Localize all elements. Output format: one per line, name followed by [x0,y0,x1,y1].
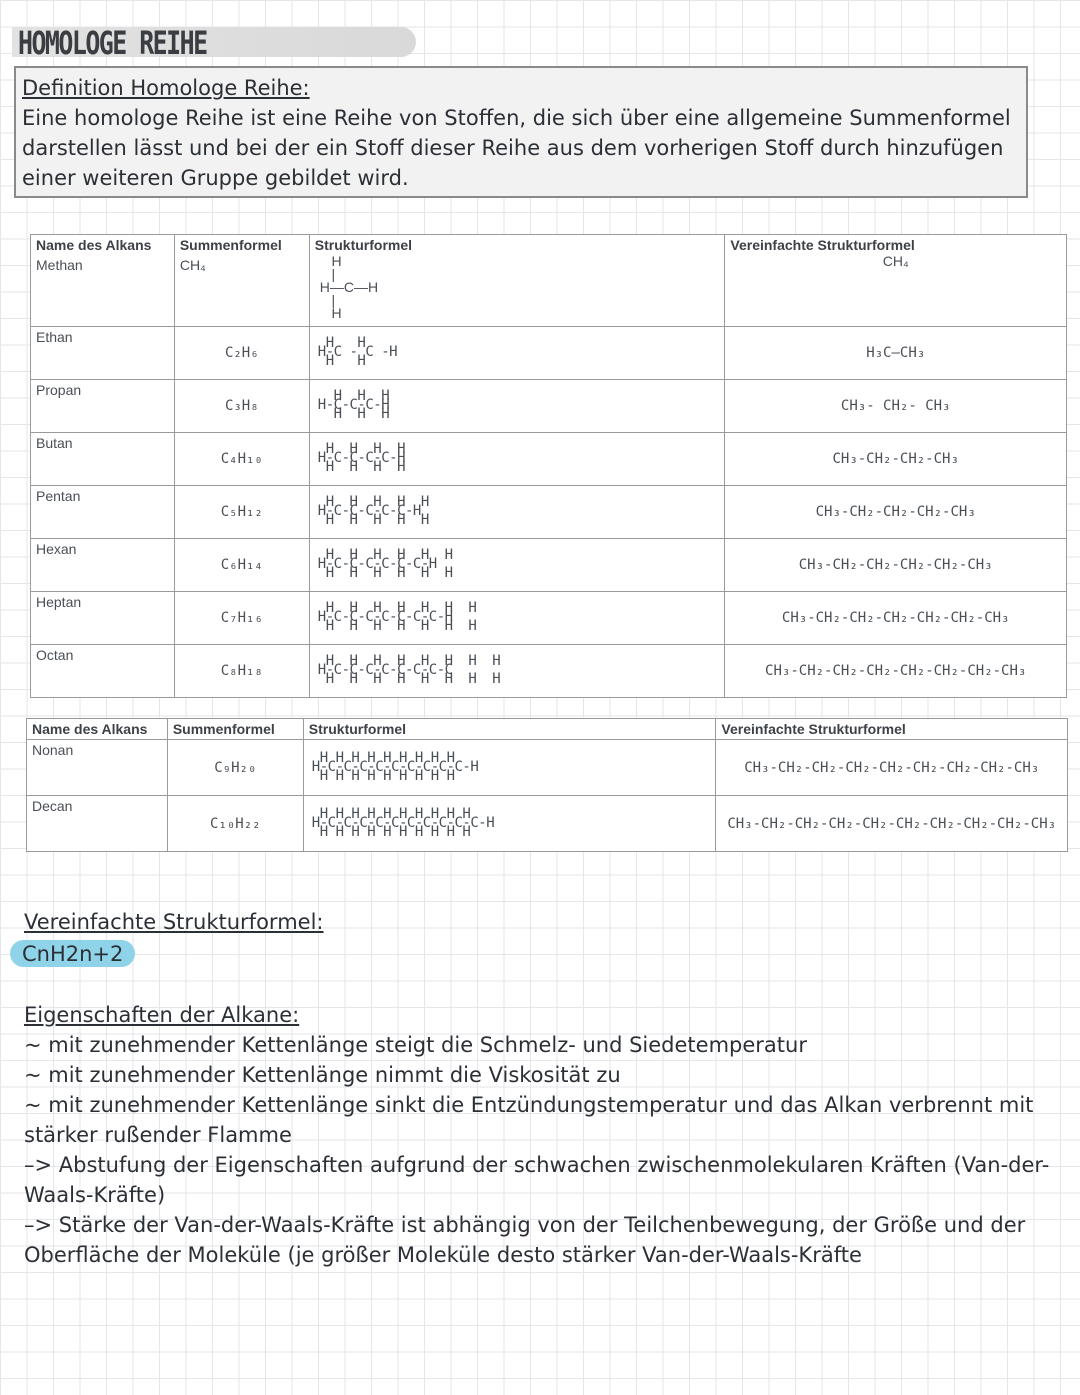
alkane-name: Methan [31,255,175,326]
property-line: ~ mit zunehmender Kettenlänge steigt die Schmelz- und Siedetemperatur [24,1033,807,1057]
alkane-sum-formula: C₉H₂₀ [167,740,303,796]
header-name: Name des Alkans [27,719,168,740]
alkane-name: Propan [31,379,175,432]
general-formula: CnH2n+2 [10,940,135,967]
alkane-simple-formula: CH₃-CH₂-CH₂-CH₂-CH₃ [725,485,1067,538]
alkane-struct-formula: H H H H H H-C-C-C-C-C-H H H H H H [309,485,725,538]
alkane-sum-formula: C₁₀H₂₂ [167,796,303,852]
table-row [31,255,1067,326]
alkane-simple-formula: CH₃- CH₂- CH₃ [725,379,1067,432]
alkane-name: Heptan [31,591,175,644]
alkane-name: Pentan [31,485,175,538]
alkane-struct-formula: H H H H H H H H H H-C-C-C-C-C-C-C-C-C-H H H H H H H H H H [303,740,716,796]
alkane-name: Decan [27,796,168,852]
alkane-name: Octan [31,644,175,697]
table-header-row [27,719,1068,740]
property-line: ~ mit zunehmender Kettenlänge nimmt die Viskosität zu [24,1063,621,1087]
alkane-sum-formula: C₆H₁₄ [174,538,309,591]
alkane-struct-formula: H H H H-C-C-C-H H H H [309,379,725,432]
table-row [31,591,1067,644]
header-name: Name des Alkans [31,235,175,256]
alkane-struct-formula: H H H H H-C-C-C-C-H H H H H [309,432,725,485]
alkane-sum-formula: C₇H₁₆ [174,591,309,644]
alkane-struct-formula: H H H-C - C -H H H [309,326,725,379]
header-struct: Strukturformel [309,235,725,256]
alkane-simple-formula: H₃C—CH₃ [725,326,1067,379]
alkane-sum-formula: C₂H₆ [174,326,309,379]
properties-heading: Eigenschaften der Alkane: [24,1003,300,1027]
table-header-row [31,235,1067,256]
table-row [31,379,1067,432]
simplified-formula-label: Vereinfachte Strukturformel: [24,910,324,934]
alkane-simple-formula: CH₃-CH₂-CH₂-CH₂-CH₂-CH₂-CH₃ [725,591,1067,644]
properties-section [24,1000,1064,1270]
table-row [31,326,1067,379]
definition-heading: Definition Homologe Reihe: [22,76,310,100]
alkane-sum-formula: C₄H₁₀ [174,432,309,485]
table-row [31,432,1067,485]
table-row [31,538,1067,591]
alkane-name: Hexan [31,538,175,591]
alkane-sum-formula: C₅H₁₂ [174,485,309,538]
alkane-sum-formula: C₈H₁₈ [174,644,309,697]
header-struct: Strukturformel [303,719,716,740]
alkane-struct-formula: H H H H H H H-C-C-C-C-C-C-H H H H H H H [309,538,725,591]
alkane-struct-formula: H H H H H H H H H-C-C-C-C-C-C-C-C H H H H H H H H [309,644,725,697]
alkane-name: Nonan [27,740,168,796]
header-simple: Vereinfachte Strukturformel [725,235,1067,256]
alkane-struct-formula: H | H—C—H | H [309,255,725,326]
alkane-struct-formula: H H H H H H H H H H H-C-C-C-C-C-C-C-C-C-C-H H H H H H H H H H H [303,796,716,852]
table-row [27,796,1068,852]
alkane-table [30,234,1067,698]
alkane-table-2-body [27,719,1068,852]
header-sum: Summenformel [167,719,303,740]
property-line: ~ mit zunehmender Kettenlänge sinkt die Entzündungstemperatur und das Alkan verbrennt mit stärker rußender Flamme [24,1093,1034,1147]
alkane-simple-formula: CH₃-CH₂-CH₂-CH₂-CH₂-CH₂-CH₂-CH₂-CH₃ [716,740,1068,796]
header-sum: Summenformel [174,235,309,256]
alkane-sum-formula: C₃H₈ [174,379,309,432]
header-simple: Vereinfachte Strukturformel [716,719,1068,740]
alkane-struct-formula: H H H H H H H H-C-C-C-C-C-C-C-H H H H H H H H [309,591,725,644]
alkane-name: Ethan [31,326,175,379]
alkane-table-2 [26,718,1068,852]
definition-text: Eine homologe Reihe ist eine Reihe von Stoffen, die sich über eine allgemeine Summenformel darstellen lässt und bei der ein Stoff dieser Reihe aus dem vorherigen Stoff durch hinzufügen einer weiteren Gruppe gebildet wird. [22,106,1011,190]
alkane-simple-formula: CH₄ [725,255,1067,326]
alkane-simple-formula: CH₃-CH₂-CH₂-CH₂-CH₂-CH₃ [725,538,1067,591]
definition-box [14,66,1028,198]
alkane-table-body [31,235,1067,698]
property-line: –> Abstufung der Eigenschaften aufgrund der schwachen zwischenmolekularen Kräften (Van-der-Waals-Kräfte) [24,1153,1050,1207]
table-row [27,740,1068,796]
table-row [31,485,1067,538]
property-line: –> Stärke der Van-der-Waals-Kräfte ist abhängig von der Teilchenbewegung, der Größe und der Oberfläche der Moleküle (je größer Moleküle desto stärker Van-der-Waals-Kräfte [24,1213,1026,1267]
alkane-sum-formula: CH₄ [174,255,309,326]
page-title: HOMOLOGE REIHE [18,24,207,62]
alkane-name: Butan [31,432,175,485]
table-row [31,644,1067,697]
alkane-simple-formula: CH₃-CH₂-CH₂-CH₂-CH₂-CH₂-CH₂-CH₃ [725,644,1067,697]
alkane-simple-formula: CH₃-CH₂-CH₂-CH₃ [725,432,1067,485]
alkane-simple-formula: CH₃-CH₂-CH₂-CH₂-CH₂-CH₂-CH₂-CH₂-CH₂-CH₃ [716,796,1068,852]
